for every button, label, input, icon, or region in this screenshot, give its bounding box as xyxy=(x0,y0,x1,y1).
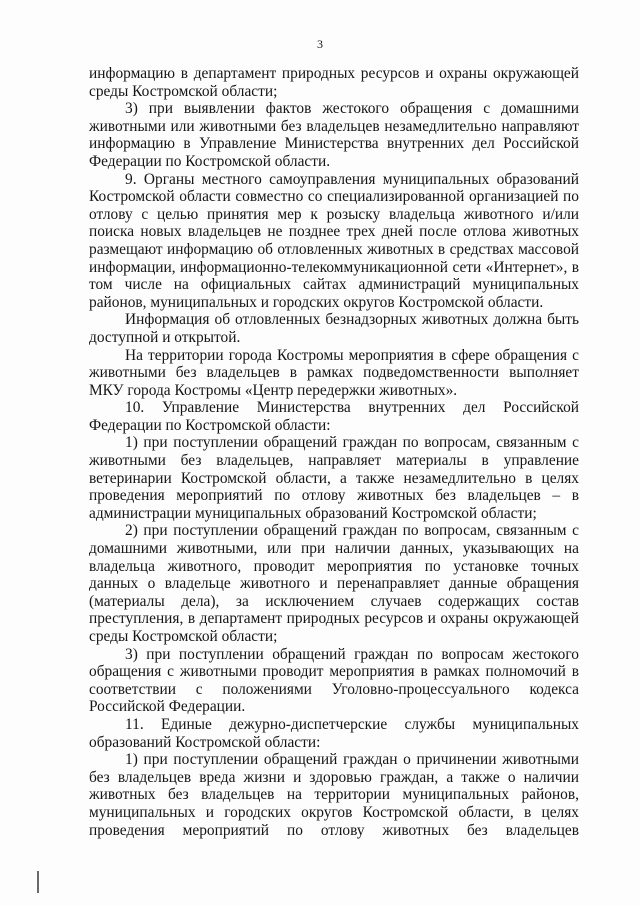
page-number: 3 xyxy=(317,37,323,51)
paragraph-clause-10: 10. Управление Министерства внутренних дел Российской Федерации по Костромской области: xyxy=(89,399,579,434)
paragraph-continuation: информацию в департамент природных ресурсов и охраны окружающей среды Костромской области; xyxy=(89,65,579,100)
paragraph-clause-10-item-3: 3) при поступлении обращений граждан по вопросам жестокого обращения с животными проводит мероприятия в рамках полномочий в соответствии с положениями Уголовно-процессуального кодекса Российской Федерации. xyxy=(89,645,579,716)
document-body xyxy=(89,65,579,839)
paragraph-clause-10-item-2: 2) при поступлении обращений граждан по вопросам, связанным с домашними животными, или при наличии данных, указывающих на владельца животного, проводит мероприятия по установке точных данных о владельце животного и перенаправляет данные обращения (материалы дела), за исключением случаев содержащих состав преступления, в департамент природных ресурсов и охраны окружающей среды Костромской области; xyxy=(89,522,579,645)
scan-edge-mark xyxy=(37,871,39,893)
paragraph-info-open: Информация об отловленных безнадзорных животных должна быть доступной и открытой. xyxy=(89,311,579,346)
paragraph-clause-11-item-1: 1) при поступлении обращений граждан о причинении животными без владельцев вреда жизни и здоровью граждан, а также о наличии животных без владельцев на территории муниципальных районов, муниципальных и городских округов Костромской области, в целях проведения мероприятий по отлову животных без владельцев xyxy=(89,751,579,839)
paragraph-clause-10-item-1: 1) при поступлении обращений граждан по вопросам, связанным с животными без владельцев, направляет материалы в управление ветеринарии Костромской области, а также незамедлительно в целях проведения мероприятий по отлову животных без владельцев – в администрации муниципальных образований Костромской области; xyxy=(89,434,579,522)
paragraph-item-3: 3) при выявлении фактов жестокого обращения с домашними животными или животными без владельцев незамедлительно направляют информацию в Управление Министерства внутренних дел Российской Федерации по Костромской области. xyxy=(89,100,579,170)
paragraph-clause-9: 9. Органы местного самоуправления муниципальных образований Костромской области совместно со специализированной организацией по отлову с целью принятия мер к розыску владельца животного и/или поиска новых владельцев не позднее трех дней после отлова животных размещают информацию об отловленных животных в средствах массовой информации, информационно-телекоммуникационной сети «Интернет», в том числе на официальных сайтах администраций муниципальных районов, муниципальных и городских округов Костромской области. xyxy=(89,170,579,311)
paragraph-clause-11: 11. Единые дежурно-диспетчерские службы муниципальных образований Костромской области: xyxy=(89,715,579,751)
paragraph-kostroma-city: На территории города Костромы мероприятия в сфере обращения с животными без владельцев в рамках подведомственности выполняет МКУ города Костромы «Центр передержки животных». xyxy=(89,346,579,399)
